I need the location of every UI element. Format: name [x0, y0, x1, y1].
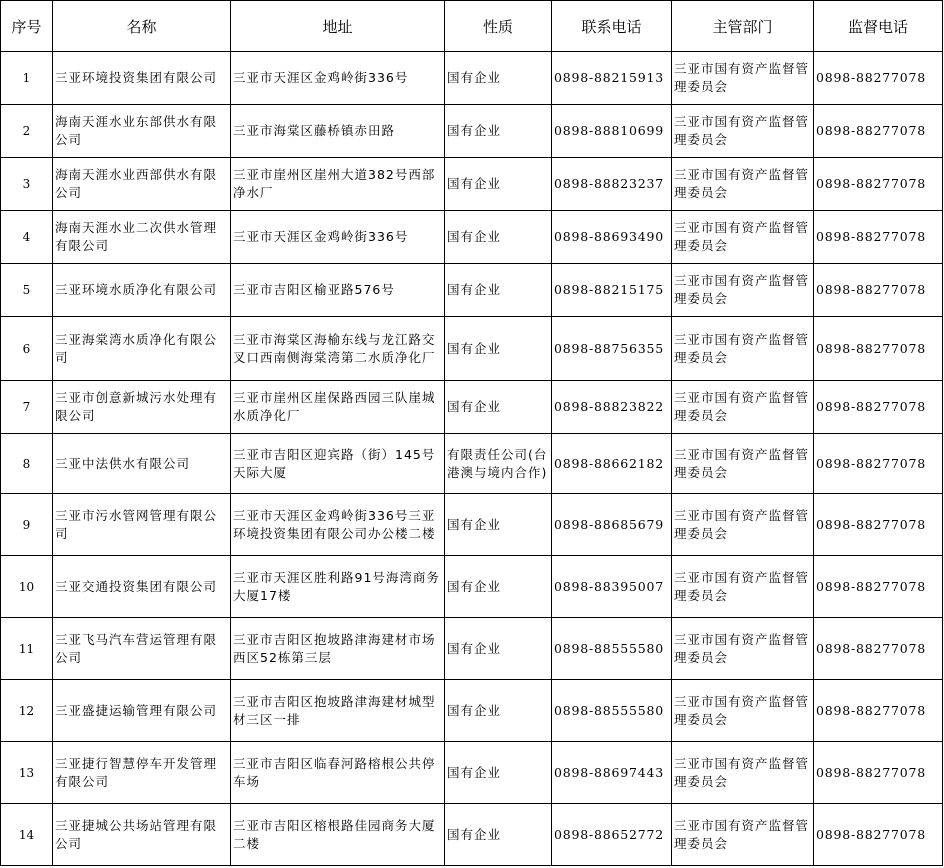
cell-dept: 三亚市国有资产监督管理委员会 [672, 618, 814, 680]
cell-address: 三亚市吉阳区榕根路佳园商务大厦二楼 [231, 804, 445, 866]
cell-nature: 国有企业 [445, 381, 552, 434]
cell-dept: 三亚市国有资产监督管理委员会 [672, 434, 814, 494]
cell-nature: 国有企业 [445, 494, 552, 556]
cell-name: 海南天涯水业二次供水管理有限公司 [53, 211, 231, 264]
cell-name: 三亚交通投资集团有限公司 [53, 556, 231, 618]
cell-no: 6 [1, 317, 53, 381]
cell-address: 三亚市崖州区崖保路西园三队崖城水质净化厂 [231, 381, 445, 434]
cell-dept: 三亚市国有资产监督管理委员会 [672, 211, 814, 264]
table-row [1, 317, 943, 381]
cell-phone: 0898-88756355 [552, 317, 672, 381]
cell-dept: 三亚市国有资产监督管理委员会 [672, 680, 814, 742]
cell-address: 三亚市天涯区金鸡岭街336号 [231, 211, 445, 264]
table-row [1, 680, 943, 742]
cell-name: 三亚盛捷运输管理有限公司 [53, 680, 231, 742]
cell-name: 三亚中法供水有限公司 [53, 434, 231, 494]
cell-name: 三亚飞马汽车营运管理有限公司 [53, 618, 231, 680]
cell-supervise-phone: 0898-88277078 [814, 264, 943, 317]
cell-no: 7 [1, 381, 53, 434]
table-row [1, 105, 943, 158]
cell-supervise-phone: 0898-88277078 [814, 556, 943, 618]
cell-no: 5 [1, 264, 53, 317]
table-row [1, 556, 943, 618]
cell-nature: 国有企业 [445, 105, 552, 158]
table-row [1, 742, 943, 804]
cell-phone: 0898-88215175 [552, 264, 672, 317]
cell-dept: 三亚市国有资产监督管理委员会 [672, 264, 814, 317]
table-row [1, 264, 943, 317]
cell-name: 海南天涯水业西部供水有限公司 [53, 158, 231, 211]
cell-no: 8 [1, 434, 53, 494]
cell-dept: 三亚市国有资产监督管理委员会 [672, 381, 814, 434]
cell-phone: 0898-88697443 [552, 742, 672, 804]
cell-dept: 三亚市国有资产监督管理委员会 [672, 556, 814, 618]
cell-supervise-phone: 0898-88277078 [814, 211, 943, 264]
cell-name: 海南天涯水业东部供水有限公司 [53, 105, 231, 158]
cell-name: 三亚捷行智慧停车开发管理有限公司 [53, 742, 231, 804]
table-row [1, 381, 943, 434]
cell-dept: 三亚市国有资产监督管理委员会 [672, 317, 814, 381]
cell-no: 13 [1, 742, 53, 804]
cell-nature: 国有企业 [445, 804, 552, 866]
cell-address: 三亚市吉阳区抱坡路津海建材城型材三区一排 [231, 680, 445, 742]
cell-address: 三亚市天涯区金鸡岭街336号三亚环境投资集团有限公司办公楼二楼 [231, 494, 445, 556]
cell-nature: 国有企业 [445, 742, 552, 804]
cell-nature: 国有企业 [445, 264, 552, 317]
cell-nature: 国有企业 [445, 317, 552, 381]
cell-no: 9 [1, 494, 53, 556]
cell-address: 三亚市吉阳区迎宾路（街）145号天际大厦 [231, 434, 445, 494]
cell-address: 三亚市崖州区崖州大道382号西部净水厂 [231, 158, 445, 211]
cell-no: 3 [1, 158, 53, 211]
table-row [1, 158, 943, 211]
cell-nature: 国有企业 [445, 158, 552, 211]
header-row [1, 1, 943, 52]
cell-supervise-phone: 0898-88277078 [814, 742, 943, 804]
cell-dept: 三亚市国有资产监督管理委员会 [672, 158, 814, 211]
cell-phone: 0898-88215913 [552, 52, 672, 105]
cell-nature: 国有企业 [445, 52, 552, 105]
cell-phone: 0898-88810699 [552, 105, 672, 158]
cell-address: 三亚市海棠区藤桥镇赤田路 [231, 105, 445, 158]
col-header-no: 序号 [1, 1, 53, 52]
cell-address: 三亚市天涯区金鸡岭街336号 [231, 52, 445, 105]
cell-no: 12 [1, 680, 53, 742]
cell-phone: 0898-88685679 [552, 494, 672, 556]
cell-supervise-phone: 0898-88277078 [814, 618, 943, 680]
cell-name: 三亚海棠湾水质净化有限公司 [53, 317, 231, 381]
cell-phone: 0898-88652772 [552, 804, 672, 866]
table-row [1, 804, 943, 866]
cell-no: 1 [1, 52, 53, 105]
col-header-name: 名称 [53, 1, 231, 52]
col-header-supervise-phone: 监督电话 [814, 1, 943, 52]
cell-supervise-phone: 0898-88277078 [814, 52, 943, 105]
cell-supervise-phone: 0898-88277078 [814, 804, 943, 866]
cell-nature: 国有企业 [445, 680, 552, 742]
cell-no: 10 [1, 556, 53, 618]
cell-phone: 0898-88555580 [552, 680, 672, 742]
col-header-nature: 性质 [445, 1, 552, 52]
col-header-phone: 联系电话 [552, 1, 672, 52]
cell-no: 2 [1, 105, 53, 158]
cell-phone: 0898-88823237 [552, 158, 672, 211]
cell-dept: 三亚市国有资产监督管理委员会 [672, 494, 814, 556]
cell-address: 三亚市吉阳区抱坡路津海建材市场西区52栋第三层 [231, 618, 445, 680]
cell-name: 三亚捷城公共场站管理有限公司 [53, 804, 231, 866]
cell-dept: 三亚市国有资产监督管理委员会 [672, 742, 814, 804]
cell-phone: 0898-88555580 [552, 618, 672, 680]
cell-no: 11 [1, 618, 53, 680]
cell-name: 三亚环境投资集团有限公司 [53, 52, 231, 105]
cell-address: 三亚市海棠区海榆东线与龙江路交叉口西南侧海棠湾第二水质净化厂 [231, 317, 445, 381]
table-row [1, 494, 943, 556]
cell-nature: 国有企业 [445, 556, 552, 618]
cell-no: 14 [1, 804, 53, 866]
cell-name: 三亚市污水管网管理有限公司 [53, 494, 231, 556]
cell-address: 三亚市吉阳区临春河路榕根公共停车场 [231, 742, 445, 804]
table-row [1, 211, 943, 264]
col-header-dept: 主管部门 [672, 1, 814, 52]
cell-supervise-phone: 0898-88277078 [814, 105, 943, 158]
cell-supervise-phone: 0898-88277078 [814, 680, 943, 742]
cell-nature: 有限责任公司(台港澳与境内合作) [445, 434, 552, 494]
cell-supervise-phone: 0898-88277078 [814, 434, 943, 494]
cell-supervise-phone: 0898-88277078 [814, 158, 943, 211]
cell-supervise-phone: 0898-88277078 [814, 494, 943, 556]
cell-phone: 0898-88395007 [552, 556, 672, 618]
cell-no: 4 [1, 211, 53, 264]
table-row [1, 618, 943, 680]
table-row [1, 434, 943, 494]
cell-phone: 0898-88823822 [552, 381, 672, 434]
table-row [1, 52, 943, 105]
cell-name: 三亚环境水质净化有限公司 [53, 264, 231, 317]
cell-address: 三亚市天涯区胜利路91号海湾商务大厦17楼 [231, 556, 445, 618]
cell-phone: 0898-88693490 [552, 211, 672, 264]
cell-phone: 0898-88662182 [552, 434, 672, 494]
cell-dept: 三亚市国有资产监督管理委员会 [672, 105, 814, 158]
cell-address: 三亚市吉阳区榆亚路576号 [231, 264, 445, 317]
cell-supervise-phone: 0898-88277078 [814, 317, 943, 381]
cell-nature: 国有企业 [445, 211, 552, 264]
cell-dept: 三亚市国有资产监督管理委员会 [672, 804, 814, 866]
cell-dept: 三亚市国有资产监督管理委员会 [672, 52, 814, 105]
col-header-address: 地址 [231, 1, 445, 52]
cell-name: 三亚市创意新城污水处理有限公司 [53, 381, 231, 434]
cell-supervise-phone: 0898-88277078 [814, 381, 943, 434]
cell-nature: 国有企业 [445, 618, 552, 680]
